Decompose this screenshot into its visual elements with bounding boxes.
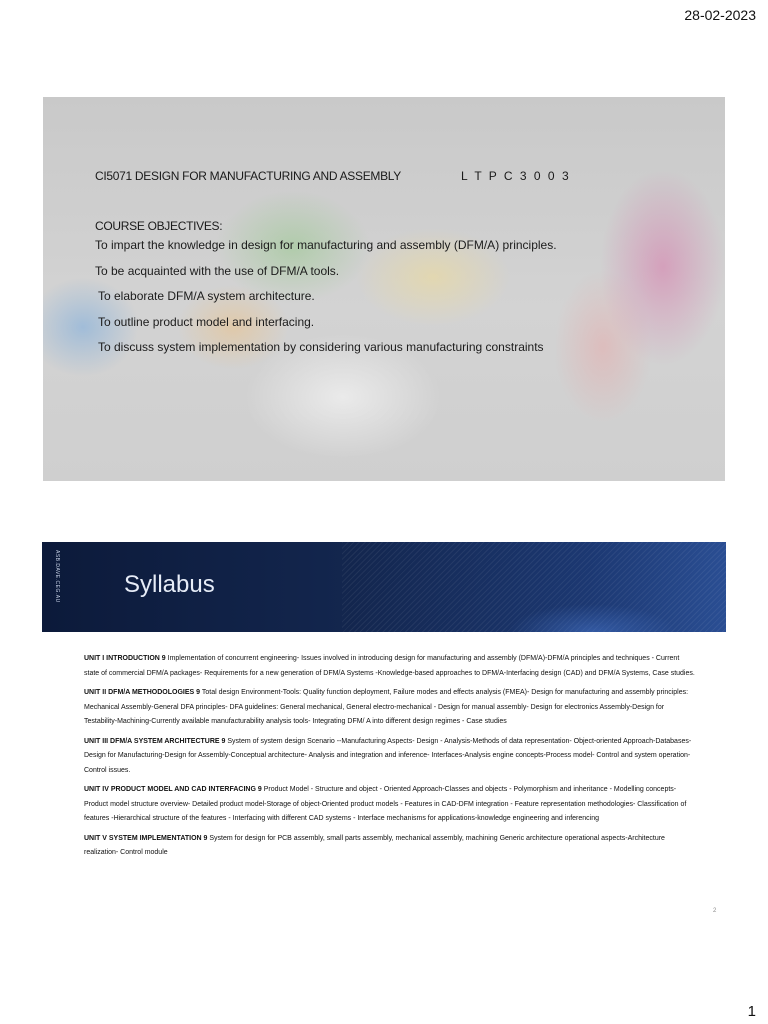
objectives-heading: COURSE OBJECTIVES: <box>95 219 223 233</box>
unit-heading: UNIT IV PRODUCT MODEL AND CAD INTERFACING 9 <box>84 786 262 793</box>
syllabus-header-banner <box>42 542 726 632</box>
objective-item: To impart the knowledge in design for manufacturing and assembly (DFM/A) principles. <box>95 238 557 252</box>
course-title: CI5071 DESIGN FOR MANUFACTURING AND ASSEMBLY <box>95 169 401 183</box>
unit-heading: UNIT II DFM/A METHODOLOGIES 9 <box>84 689 201 696</box>
syllabus-title: Syllabus <box>124 571 215 598</box>
unit-heading: UNIT V SYSTEM IMPLEMENTATION 9 <box>84 834 208 842</box>
unit-text: Product Model - Structure and object - Oriented Approach-Classes and objects - Polymorphism and inheritance - Modelling concepts- Product model structure overview- Detailed product model-Storage of object-Oriented product models - Features in CAD-DFM integration - Feature representation methodologies- Classification of features -Hierarchical structure of the features - Interfacing with different CAD systems - Interface mechanisms for applications-knowledge engineering and inferencing <box>84 786 687 822</box>
course-ltpc: L T P C 3 0 0 3 <box>461 169 571 183</box>
unit-heading: UNIT III DFM/A SYSTEM ARCHITECTURE 9 <box>84 737 226 745</box>
objective-item: To discuss system implementation by considering various manufacturing constraints <box>98 340 544 354</box>
unit-text: Implementation of concurrent engineering- Issues involved in introducing design for manufacturing and assembly (DFM/A)-DFM/A principles and techniques - Current state of commercial DFM/A packages- Requirements for a new generation of DFM/A Systems -Knowledge-based approaches to DFM/A-Interfacing design (CAD) and DFM/A Systems, Case studies. <box>84 655 695 677</box>
course-header <box>95 169 695 183</box>
slide-course-objectives <box>43 97 725 481</box>
syllabus-unit <box>84 652 696 681</box>
syllabus-unit <box>84 686 696 730</box>
syllabus-body <box>84 652 696 866</box>
objective-item: To be acquainted with the use of DFM/A tools. <box>95 263 340 278</box>
objectives-list <box>95 233 695 361</box>
slide1-content <box>95 169 695 361</box>
syllabus-unit <box>84 783 696 827</box>
unit-text: System for design for PCB assembly, small parts assembly, mechanical assembly, machining Generic architecture operational aspects-Architecture realization- Control module <box>84 834 665 856</box>
syllabus-unit <box>84 735 696 779</box>
slide-number: 2 <box>713 908 717 914</box>
unit-text: Total design Environment-Tools: Quality function deployment, Failure modes and effects analysis (FMEA)- Design for manufacturing and assembly principles: Mechanical Assembly-General DFA principles- DFA guidelines: General mechanical, General electro-mechanical - Design for manual assembly- Design for electronics Assembly-Design for Testability-Machining-Currently available manufacturability analysis tools- Integrating DFM/ A into different design regimes - Case studies <box>84 689 689 725</box>
unit-heading: UNIT I INTRODUCTION 9 <box>84 655 166 662</box>
page-number: 1 <box>747 1003 756 1020</box>
vertical-author-tag: ASB.DAVE.CEG.AU <box>54 550 60 603</box>
objective-item: To elaborate DFM/A system architecture. <box>98 289 315 303</box>
unit-text: System of system design Scenario --Manufacturing Aspects- Design - Analysis-Methods of data representation- Object-oriented Approach-Databases- Design for Manufacturing-Design for Assembly-Conceptual architecture- Analysis and integration and inference- Interfaces-Analysis engine concepts-Process model- Control and system operation- Control issues. <box>84 737 692 774</box>
syllabus-unit <box>84 832 696 861</box>
page-date: 28-02-2023 <box>684 7 756 23</box>
objective-item: To outline product model and interfacing. <box>98 314 315 329</box>
